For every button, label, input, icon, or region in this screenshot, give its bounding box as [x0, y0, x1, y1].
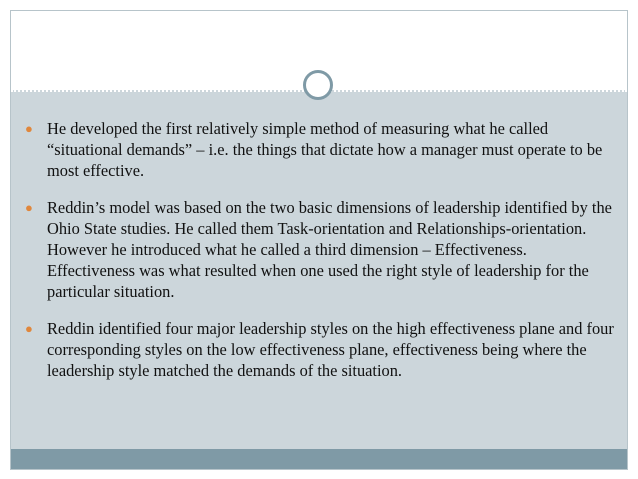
- bullet-text: He developed the first relatively simple method of measuring what he called “situational demands” – i.e. the things that dictate how a manager must operate to be most effective.: [47, 119, 603, 180]
- bullet-icon: ●: [25, 321, 33, 336]
- bullet-icon: ●: [25, 200, 33, 215]
- bullet-icon: ●: [25, 121, 33, 136]
- bullet-text: Reddin identified four major leadership styles on the high effectiveness plane and four corresponding styles on the low effectiveness plane, effectiveness being where the leadership style matched the demands of the situation.: [47, 319, 614, 380]
- bullet-text: Reddin’s model was based on the two basic dimensions of leadership identified by the Ohio State studies. He called them Task-orientation and Relationships-orientation. However he introduced what he called a third dimension – Effectiveness. Effectiveness was what resulted when one used the right style of leadership for the particular situation.: [47, 198, 612, 301]
- slide-footer-band: [11, 449, 627, 469]
- bullet-item-3: [25, 318, 615, 381]
- bullet-list: [25, 118, 615, 397]
- ring-icon: [303, 70, 333, 100]
- bullet-item-1: [25, 118, 615, 181]
- slide: [10, 10, 628, 470]
- bullet-item-2: [25, 197, 615, 302]
